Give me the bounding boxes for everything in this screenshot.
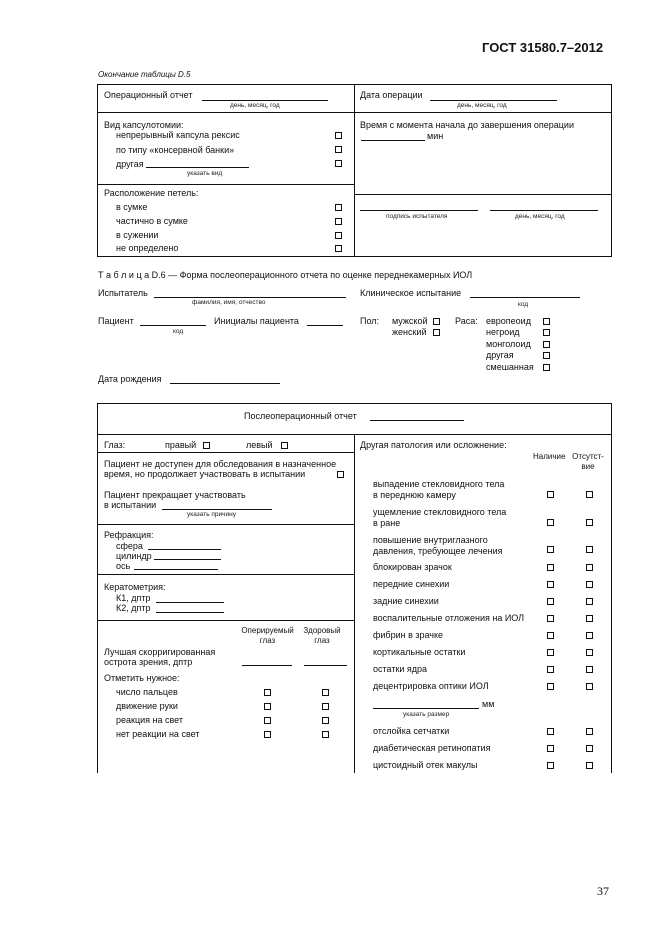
race-option: европеоид: [486, 316, 531, 326]
bcva-text: Лучшая скорригированная: [104, 647, 216, 657]
k1-label: К1, дптр: [116, 593, 151, 603]
checkbox[interactable]: [264, 731, 271, 738]
reason-sublabel: указать причину: [187, 511, 237, 518]
table-caption-d6: [98, 270, 472, 281]
loops-label: Расположение петель:: [104, 188, 199, 198]
table-caption-text: D.6 — Форма послеоперационного отчета по оценке переднекамерных ИОЛ: [151, 270, 473, 280]
header-line: вие: [581, 462, 595, 471]
eye-label: Глаз:: [104, 440, 126, 450]
checkbox[interactable]: [586, 546, 593, 553]
checkbox[interactable]: [547, 491, 554, 498]
standard-number: ГОСТ 31580.7–2012: [482, 40, 604, 55]
complication-item: [373, 479, 504, 501]
mark-option: нет реакции на свет: [116, 729, 200, 739]
op-report-date-field[interactable]: [202, 100, 328, 101]
checkbox[interactable]: [543, 318, 550, 325]
fio-sublabel: фамилия, имя, отчество: [192, 299, 266, 306]
other-pathology-label: Другая патология или осложнение:: [360, 440, 507, 450]
axis-label: ось: [116, 561, 131, 571]
checkbox[interactable]: [547, 728, 554, 735]
checkbox[interactable]: [543, 364, 550, 371]
checkbox[interactable]: [586, 564, 593, 571]
checkbox[interactable]: [543, 352, 550, 359]
checkbox-male[interactable]: [433, 318, 440, 325]
stops-reason-field[interactable]: [162, 509, 272, 510]
complication-item: передние синехии: [373, 579, 450, 589]
k2-field[interactable]: [156, 612, 224, 613]
complication-item: фибрин в зрачке: [373, 630, 444, 640]
mark-option: движение руки: [116, 701, 178, 711]
checkbox[interactable]: [335, 245, 342, 252]
unavailable-text: время, но продолжает участвовать в испытании: [104, 469, 306, 479]
size-sublabel: указать размер: [403, 711, 450, 718]
checkbox[interactable]: [547, 649, 554, 656]
complication-item: блокирован зрачок: [373, 562, 452, 572]
dob-label: Дата рождения: [98, 374, 162, 384]
mark-option: число пальцев: [116, 687, 178, 697]
sex-female-label: женский: [392, 327, 427, 337]
complication-item: децентрировка оптики ИОЛ: [373, 681, 489, 691]
caps-option: другая: [116, 159, 144, 169]
present-header: Наличие: [533, 452, 566, 461]
caps-option: непрерывный капсула рексис: [116, 130, 240, 140]
complication-line: в ране: [373, 518, 401, 528]
clinical-trial-label: Клиническое испытание: [360, 288, 462, 298]
checkbox[interactable]: [547, 598, 554, 605]
checkbox[interactable]: [264, 689, 271, 696]
loop-option: в сумке: [116, 202, 148, 212]
initials-field[interactable]: [307, 325, 343, 326]
header-line: Оперируемый: [241, 626, 294, 635]
checkbox[interactable]: [586, 728, 593, 735]
date-sublabel: день, месяц, год: [230, 102, 280, 109]
complication-item: [373, 535, 503, 557]
checkbox[interactable]: [547, 762, 554, 769]
checkbox[interactable]: [335, 232, 342, 239]
stops-text: в испытании: [104, 500, 157, 510]
checkbox[interactable]: [543, 329, 550, 336]
refraction-label: Рефракция:: [104, 530, 154, 540]
checkbox[interactable]: [547, 666, 554, 673]
checkbox[interactable]: [335, 204, 342, 211]
checkbox[interactable]: [322, 689, 329, 696]
investigator-field[interactable]: [154, 297, 346, 298]
patient-label: Пациент: [98, 316, 134, 326]
signature-field[interactable]: [360, 210, 478, 211]
bcva-operated-field[interactable]: [242, 665, 292, 666]
minutes-unit: мин: [427, 131, 444, 141]
header-line: Отсутст-: [572, 452, 604, 461]
checkbox[interactable]: [547, 519, 554, 526]
k1-field[interactable]: [156, 602, 224, 603]
unavailable-text: Пациент не доступен для обследования в назначенное: [104, 459, 337, 469]
eye-right-label: правый: [165, 440, 197, 450]
cylinder-field[interactable]: [154, 559, 221, 560]
mark-label: Отметить нужное:: [104, 673, 180, 683]
complication-item: остатки ядра: [373, 664, 428, 674]
bcva-healthy-field[interactable]: [304, 665, 347, 666]
checkbox[interactable]: [586, 519, 593, 526]
complication-line: в переднюю камеру: [373, 490, 456, 500]
date-sublabel: день, месяц, год: [515, 213, 565, 220]
time-since-label: Время с момента начала до завершения операции: [360, 120, 574, 130]
sphere-label: сфера: [116, 541, 143, 551]
checkbox[interactable]: [547, 615, 554, 622]
header-line: глаз: [259, 636, 276, 645]
checkbox[interactable]: [322, 703, 329, 710]
checkbox-right-eye[interactable]: [203, 442, 210, 449]
mark-option: реакция на свет: [116, 715, 183, 725]
complication-line: давления, требующее лечения: [373, 546, 503, 556]
checkbox[interactable]: [322, 731, 329, 738]
patient-field[interactable]: [140, 325, 206, 326]
race-option: монголоид: [486, 339, 531, 349]
investigator-label: Испытатель: [98, 288, 148, 298]
checkbox[interactable]: [335, 146, 342, 153]
caps-option: по типу «консервной банки»: [116, 145, 235, 155]
sex-label: Пол:: [360, 316, 380, 326]
checkbox[interactable]: [547, 581, 554, 588]
table-caption-prefix: Т а б л и ц а: [98, 270, 150, 280]
k2-label: К2, дптр: [116, 603, 151, 613]
specify-type-sublabel: указать вид: [187, 170, 223, 177]
postop-report-date-field[interactable]: [370, 420, 464, 421]
checkbox[interactable]: [586, 581, 593, 588]
axis-field[interactable]: [134, 569, 218, 570]
checkbox[interactable]: [586, 745, 593, 752]
checkbox[interactable]: [547, 546, 554, 553]
eye-left-label: левый: [246, 440, 273, 450]
checkbox[interactable]: [335, 160, 342, 167]
clinical-trial-field[interactable]: [470, 297, 580, 298]
operated-eye-header: [240, 626, 295, 646]
postop-report-label: Послеоперационный отчет: [244, 411, 357, 421]
complication-item: цистоидный отек макулы: [373, 760, 478, 770]
stops-text: Пациент прекращает участвовать: [104, 490, 246, 500]
time-minutes-field[interactable]: [361, 140, 425, 141]
complication-item: [373, 507, 506, 529]
header-line: глаз: [314, 636, 330, 645]
loop-option: не определено: [116, 243, 179, 253]
complication-item: воспалительные отложения на ИОЛ: [373, 613, 525, 623]
loop-option: частично в сумке: [116, 216, 188, 226]
complication-item: кортикальные остатки: [373, 647, 466, 657]
healthy-eye-header: [296, 626, 348, 646]
checkbox[interactable]: [322, 717, 329, 724]
checkbox[interactable]: [547, 632, 554, 639]
date-sublabel: день, месяц, год: [457, 102, 507, 109]
complication-item: диабетическая ретинопатия: [373, 743, 491, 753]
checkbox-unavailable[interactable]: [337, 471, 344, 478]
initials-label: Инициалы пациента: [214, 316, 299, 326]
table-caption-d5: Окончание таблицы D.5: [98, 70, 191, 79]
sphere-field[interactable]: [148, 549, 221, 550]
race-option: негроид: [486, 327, 520, 337]
loop-option: в сужении: [116, 230, 159, 240]
checkbox[interactable]: [586, 632, 593, 639]
header-line: Здоровый: [303, 626, 341, 635]
cylinder-label: цилиндр: [116, 551, 152, 561]
checkbox[interactable]: [586, 762, 593, 769]
op-date-field[interactable]: [430, 100, 557, 101]
complication-line: ущемление стекловидного тела: [373, 507, 507, 517]
complication-item: отслойка сетчатки: [373, 726, 450, 736]
op-report-label: Операционный отчет: [104, 90, 193, 100]
complication-line: выпадение стекловидного тела: [373, 479, 505, 489]
signature-date-field[interactable]: [490, 210, 598, 211]
code-sublabel: код: [518, 301, 529, 308]
checkbox[interactable]: [586, 491, 593, 498]
checkbox[interactable]: [335, 218, 342, 225]
checkbox[interactable]: [586, 666, 593, 673]
op-date-label: Дата операции: [360, 90, 423, 100]
caps-other-field[interactable]: [146, 167, 249, 168]
complication-item: задние синехии: [373, 596, 439, 606]
absent-header: [570, 452, 606, 472]
dob-field[interactable]: [170, 383, 280, 384]
checkbox-female[interactable]: [433, 329, 440, 336]
race-label: Раса:: [455, 316, 478, 326]
race-option: другая: [486, 350, 514, 360]
sex-male-label: мужской: [392, 316, 428, 326]
page-number: 37: [597, 884, 609, 898]
signature-sublabel: подпись испытателя: [386, 213, 448, 220]
code-sublabel: код: [173, 328, 184, 335]
checkbox[interactable]: [586, 615, 593, 622]
bcva-text: острота зрения, дптр: [104, 657, 193, 667]
keratometry-label: Кератометрия:: [104, 582, 166, 592]
checkbox[interactable]: [543, 341, 550, 348]
race-option: смешанная: [486, 362, 534, 372]
checkbox-left-eye[interactable]: [281, 442, 288, 449]
checkbox[interactable]: [264, 703, 271, 710]
checkbox[interactable]: [586, 683, 593, 690]
decentration-size-field[interactable]: [373, 708, 479, 709]
complication-line: повышение внутриглазного: [373, 535, 488, 545]
mm-unit: мм: [482, 699, 495, 709]
checkbox[interactable]: [547, 683, 554, 690]
checkbox[interactable]: [264, 717, 271, 724]
checkbox[interactable]: [547, 564, 554, 571]
checkbox[interactable]: [335, 132, 342, 139]
checkbox[interactable]: [586, 598, 593, 605]
checkbox[interactable]: [547, 745, 554, 752]
capsulotomy-label: Вид капсулотомии:: [104, 120, 184, 130]
checkbox[interactable]: [586, 649, 593, 656]
